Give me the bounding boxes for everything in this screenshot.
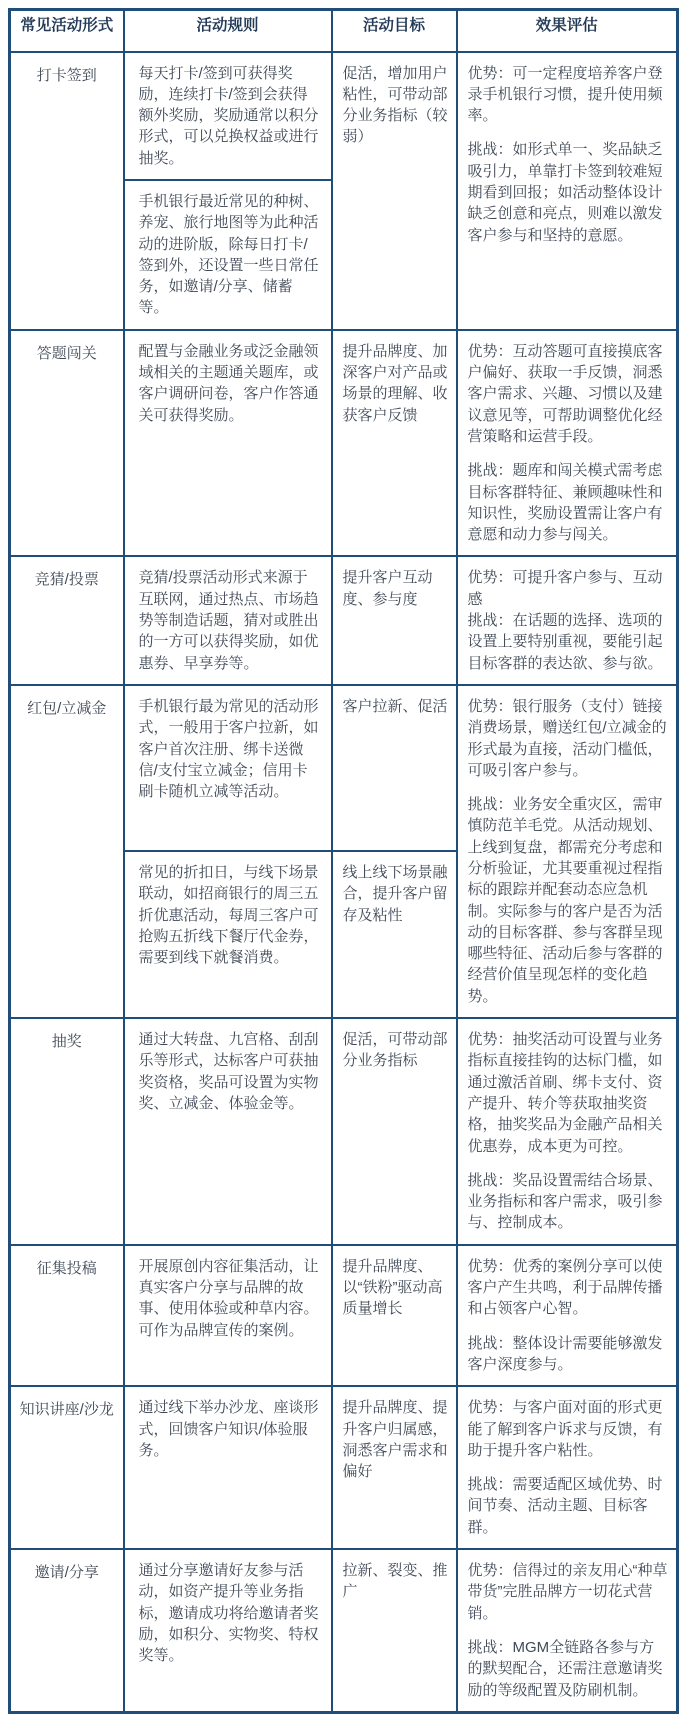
rule-text: 常见的折扣日，与线下场景联动，如招商银行的周三五折优惠活动，每周三客户可抢购五折线下餐厅代金券，需要到线下就餐消费。 [138, 863, 319, 967]
evaluation-cell [457, 685, 678, 1018]
rule-cell [124, 556, 332, 684]
table-row [10, 52, 678, 180]
goal-text: 客户拉新、促活 [342, 697, 448, 715]
goal-text: 促活，可带动部分业务指标 [342, 1031, 448, 1070]
goal-cell [332, 556, 457, 684]
rule-text: 配置与金融业务或泛金融领域相关的主题通关题库，或客户调研问卷，客户作答通关可获得奖励。 [138, 342, 319, 424]
evaluation-cell [457, 330, 678, 557]
rule-text: 通过大转盘、九宫格、刮刮乐等形式，达标客户可获抽奖资格，奖品可设置为实物奖、立减金、体验金等。 [138, 1031, 319, 1112]
goal-cell [332, 851, 457, 1018]
goal-cell [332, 52, 457, 330]
form-cell [10, 685, 124, 1018]
form-cell [10, 330, 124, 557]
evaluation-cell [457, 52, 678, 330]
evaluation-cell [457, 1549, 678, 1712]
challenge-text: 挑战：在话题的选择、选项的设置上要特别重视，要能引起目标客群的表达欲、参与欲。 [467, 612, 663, 672]
rule-cell [124, 180, 332, 330]
rule-text: 手机银行最近常见的种树、养宠、旅行地图等为此种活动的进阶版，除每日打卡/签到外，还设置一些日常任务，如邀请/分享、储蓄等。 [138, 192, 319, 317]
evaluation-cell [457, 1386, 678, 1549]
form-cell [10, 556, 124, 684]
table-row [10, 1549, 678, 1712]
rule-text: 通过线下举办沙龙、座谈形式，回馈客户知识/体验服务。 [138, 1399, 319, 1459]
rule-text: 手机银行最为常见的活动形式，一般用于客户拉新，如客户首次注册、绑卡送微信/支付宝立减金；信用卡刷卡随机立减等活动。 [138, 697, 319, 801]
advantage-text: 优势：互动答题可直接摸底客户偏好、获取一手反馈，洞悉客户需求、兴趣、习惯以及建议意见等，可帮助调整优化经营策略和运营手段。 [467, 342, 663, 445]
rule-cell [124, 330, 332, 557]
rule-text: 开展原创内容征集活动，让真实客户分享与品牌的故事、使用体验或种草内容。可作为品牌宣传的案例。 [138, 1257, 319, 1339]
form-cell [10, 1245, 124, 1386]
header-activity-rules: 活动规则 [124, 10, 332, 52]
rule-cell [124, 1549, 332, 1712]
form-cell [10, 1386, 124, 1549]
header-activity-form: 常见活动形式 [10, 10, 124, 52]
form-cell [10, 1018, 124, 1245]
goal-cell [332, 1018, 457, 1245]
form-label: 征集投稿 [36, 1259, 97, 1277]
form-cell [10, 52, 124, 330]
goal-text: 提升客户互动度、参与度 [342, 569, 433, 608]
advantage-text: 优势：可提升客户参与、互动感 [467, 569, 663, 608]
goal-cell [332, 1245, 457, 1386]
advantage-text: 优势：信得过的亲友用心“种草带货”完胜品牌方一切花式营销。 [467, 1562, 668, 1622]
goal-text: 提升品牌度、加深客户对产品或场景的理解、收获客户反馈 [342, 342, 448, 424]
goal-text: 提升品牌度、提升客户归属感，洞悉客户需求和偏好 [342, 1399, 448, 1481]
header-activity-goals: 活动目标 [332, 10, 457, 52]
advantage-text: 优势：优秀的案例分享可以使客户产生共鸣，利于品牌传播和占领客户心智。 [467, 1257, 663, 1318]
rule-cell [124, 1386, 332, 1549]
evaluation-cell [457, 1018, 678, 1245]
advantage-text: 优势：抽奖活动可设置与业务指标直接挂钩的达标门槛，如通过激活首刷、绑卡支付、资产提升、转介等获取抽奖资格，抽奖奖品为金融产品相关优惠券，成本更为可控。 [467, 1031, 663, 1155]
evaluation-cell [457, 1245, 678, 1386]
rule-cell [124, 851, 332, 1018]
challenge-text: 挑战：如形式单一、奖品缺乏吸引力，单靠打卡签到较难短期看到回报；如活动整体设计缺乏创意和亮点，则难以激发客户参与和坚持的意愿。 [467, 141, 663, 244]
table-row [10, 1018, 678, 1245]
table-row [10, 1386, 678, 1549]
header-row [10, 10, 678, 52]
challenge-text: 挑战：题库和闯关模式需考虑目标客群特征、兼顾趣味性和知识性，奖励设置需让客户有意愿和动力参与闯关。 [467, 462, 663, 544]
table-row [10, 330, 678, 557]
goal-cell [332, 1549, 457, 1712]
goal-text: 线上线下场景融合，提升客户留存及粘性 [342, 863, 448, 924]
table-row [10, 685, 678, 851]
challenge-text: 挑战：需要适配区域优势、时间节奏、活动主题、目标客群。 [467, 1476, 663, 1536]
evaluation-cell [457, 556, 678, 684]
advantage-text: 优势：与客户面对面的形式更能了解到客户诉求与反馈，有助于提升客户粘性。 [467, 1399, 663, 1459]
activity-forms-table [8, 8, 679, 1714]
rule-text: 竞猜/投票活动形式来源于互联网，通过热点、市场趋势等制造话题，猜对或胜出的一方可以获得奖励，如优惠券、早享券等。 [138, 569, 319, 672]
advantage-text: 优势：银行服务（支付）链接消费场景，赠送红包/立减金的形式最为直接，活动门槛低，可吸引客户参与。 [467, 697, 667, 779]
rule-text: 每天打卡/签到可获得奖励，连续打卡/签到会获得额外奖励，奖励通常以积分形式，可以兑换权益或进行抽奖。 [138, 64, 319, 167]
goal-cell [332, 685, 457, 851]
form-cell [10, 1549, 124, 1712]
challenge-text: 挑战：业务安全重灾区，需审慎防范羊毛党。从活动规划、上线到复盘，都需充分考虑和分析验证，尤其要重视过程指标的跟踪并配套动态应急机制。实际参与的客户是否为活动的目标客群、参与客群呈现哪些特征、活动后参与客群的经营价值呈现怎样的变化趋势。 [467, 796, 663, 1005]
goal-text: 促活，增加用户粘性，可带动部分业务指标（较弱） [342, 64, 448, 146]
goal-text: 提升品牌度、以“铁粉”驱动高质量增长 [342, 1257, 443, 1318]
rule-cell [124, 52, 332, 180]
challenge-text: 挑战：MGM全链路各参与方的默契配合，还需注意邀请奖励的等级配置及防刷机制。 [467, 1638, 663, 1699]
goal-cell [332, 330, 457, 557]
form-label: 知识讲座/沙龙 [19, 1401, 114, 1419]
form-label: 答题闯关 [36, 344, 97, 362]
form-label: 邀请/分享 [34, 1564, 99, 1582]
form-label: 竞猜/投票 [34, 571, 99, 589]
form-label: 抽奖 [51, 1033, 82, 1051]
challenge-text: 挑战：奖品设置需结合场景、业务指标和客户需求，吸引参与、控制成本。 [467, 1171, 663, 1232]
rule-text: 通过分享邀请好友参与活动，如资产提升等业务指标，邀请成功将给邀请者奖励，如积分、实物奖、特权奖等。 [138, 1562, 319, 1665]
challenge-text: 挑战：整体设计需要能够激发客户深度参与。 [467, 1334, 663, 1373]
table-row [10, 556, 678, 684]
header-effect-evaluation: 效果评估 [457, 10, 678, 52]
rule-cell [124, 1245, 332, 1386]
table-row [10, 1245, 678, 1386]
rule-cell [124, 1018, 332, 1245]
rule-cell [124, 685, 332, 851]
form-label: 红包/立减金 [27, 699, 107, 717]
goal-text: 拉新、裂变、推广 [342, 1562, 448, 1601]
form-label: 打卡签到 [36, 66, 97, 84]
advantage-text: 优势：可一定程度培养客户登录手机银行习惯，提升使用频率。 [467, 64, 663, 125]
goal-cell [332, 1386, 457, 1549]
